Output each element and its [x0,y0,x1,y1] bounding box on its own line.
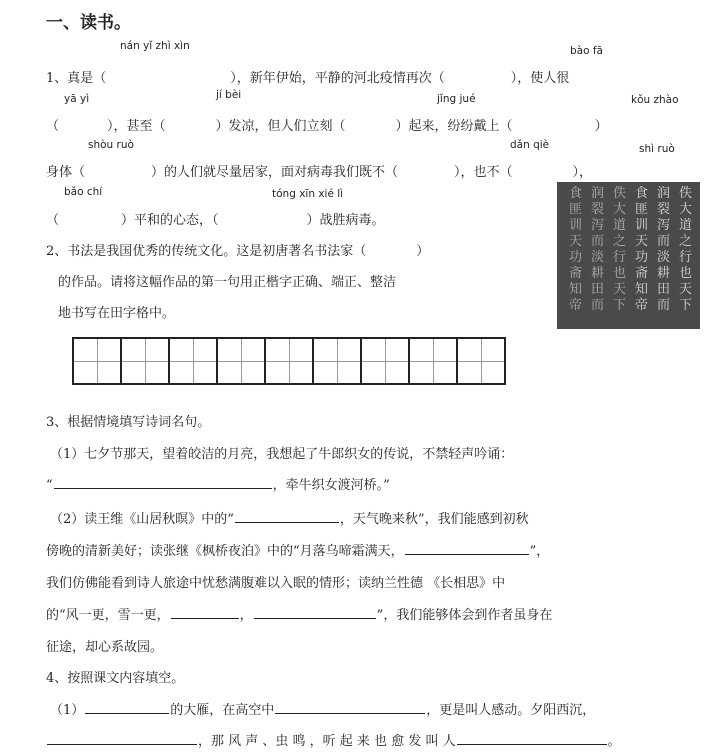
calligraphy-char: 耕 [591,266,605,281]
q1-line1-b: ），新年伊始，平静的河北疫情再次（ [230,71,445,86]
grid-cell[interactable] [312,337,362,385]
calligraphy-char: 道 [679,218,693,233]
q1-line3-c: ），也不（ [454,165,513,180]
answer-blank[interactable] [405,541,529,555]
calligraphy-char: 润 [657,186,671,201]
calligraphy-char: 道 [613,218,627,233]
calligraphy-char: 而 [657,234,671,249]
pinyin-1: nán yǐ zhì xìn [120,40,190,52]
pinyin-4: jí bèi [216,89,242,101]
q1-line3-d: ）， [572,165,593,180]
calligraphy-char: 田 [657,282,671,297]
answer-blank[interactable] [171,605,239,619]
q1-line2-a: （ [46,119,60,134]
calligraphy-char: 食 [635,186,649,201]
q1-line1-c: ），使人很 [510,71,570,86]
grid-cell[interactable] [216,337,266,385]
calligraphy-col-3 [635,186,651,314]
calligraphy-char: 行 [613,250,627,265]
grid-cell[interactable] [456,337,506,385]
calligraphy-char: 泻 [591,218,605,233]
q3-p2-line2-a: 傍晚的清新美好；读张继《枫桥夜泊》中的“月落乌啼霜满天， [46,544,404,559]
q4-line1-a: （1） [50,703,85,718]
calligraphy-char: 润 [591,186,605,201]
calligraphy-col-5 [591,186,607,314]
q2-line1-text: 2、书法是我国优秀的传统文化。这是初唐著名书法家（ [46,244,367,259]
q3-p2-line2-b: ”， [529,544,550,559]
calligraphy-char: 功 [635,250,649,265]
q1-line2 [46,115,608,134]
calligraphy-char: 下 [613,298,627,313]
pinyin-2: bào fā [570,45,603,57]
answer-blank[interactable] [254,605,376,619]
calligraphy-char: 功 [569,250,583,265]
calligraphy-char: 淡 [657,250,671,265]
calligraphy-char: 下 [679,298,693,313]
calligraphy-char: 天 [569,234,583,249]
q2-line3: 地书写在田字格中。 [58,306,176,321]
pinyin-8: dǎn qiè [510,139,550,151]
calligraphy-char: 行 [679,250,693,265]
q3-p2-line2 [46,540,549,559]
calligraphy-char: 而 [591,234,605,249]
grid-cell[interactable] [408,337,458,385]
calligraphy-char: 佚 [679,186,693,201]
calligraphy-char: 裂 [657,202,671,217]
quote-open: “ [46,478,53,493]
q3-p2-line1-a: （2）读王维《山居秋暝》中的“ [50,512,234,527]
grid-cell[interactable] [360,337,410,385]
calligraphy-char: 裂 [591,202,605,217]
q3-p2-line1 [50,508,529,527]
calligraphy-char: 而 [657,298,671,313]
q3-p1-line2 [46,474,390,493]
q3-p2-line3: 我们仿佛能看到诗人旅途中忧愁满腹难以入眠的情形；读纳兰性德 《长相思》中 [46,576,506,591]
section-title: 一、读书。 [46,13,131,33]
calligraphy-char: 淡 [591,250,605,265]
calligraphy-char: 泻 [657,218,671,233]
q3-p1-line2-end: ，牵牛织女渡河桥。” [272,478,390,493]
calligraphy-char: 训 [635,218,649,233]
answer-blank[interactable] [457,731,607,745]
q3-p2-line5: 征途，却心系故园。 [46,640,164,655]
calligraphy-image [557,182,700,329]
q3-p2-line4-b: ， [239,608,253,623]
calligraphy-char: 大 [679,202,693,217]
answer-blank[interactable] [235,509,339,523]
calligraphy-char: 之 [679,234,693,249]
q2-line1 [46,240,429,259]
q4-line2-b: 。 [607,734,621,749]
tianzige-grid [74,337,506,385]
q1-line2-d: ）起来，纷纷戴上（ [395,119,513,134]
q2-line1-end: ） [416,244,430,259]
q4-line1 [50,699,595,718]
calligraphy-char: 知 [635,282,649,297]
grid-cell[interactable] [264,337,314,385]
calligraphy-char: 耕 [657,266,671,281]
calligraphy-char: 帝 [569,298,583,313]
calligraphy-char: 也 [613,266,627,281]
calligraphy-char: 斋 [635,266,649,281]
q4-line1-c: ，更是叫人感动。夕阳西沉， [426,703,596,718]
pinyin-11: tóng xīn xié lì [272,188,344,200]
answer-blank[interactable] [275,700,425,714]
answer-blank[interactable] [47,731,197,745]
calligraphy-col-6 [569,186,585,314]
pinyin-5: jǐng jué [437,93,476,105]
grid-cell[interactable] [72,337,122,385]
pinyin-6: kǒu zhào [631,94,679,106]
calligraphy-char: 天 [635,234,649,249]
calligraphy-char: 之 [613,234,627,249]
q1-line2-c: ）发凉，但人们立刻（ [215,119,346,134]
answer-blank[interactable] [85,700,169,714]
calligraphy-char: 佚 [613,186,627,201]
q1-line4-a: （ [46,213,60,228]
q3-p2-line4 [46,604,552,623]
q3-p2-line4-a: 的“风一更，雪一更， [46,608,170,623]
q1-line1-a: 1、真是（ [46,71,107,86]
q4-line2-a: ，那 风 声 、虫 鸣 ，听 起 来 也 愈 发 叫 人 [198,734,456,749]
q2-line2: 的作品。请将这幅作品的第一句用正楷字正确、端正、整洁 [58,275,397,290]
answer-blank[interactable] [54,475,272,489]
grid-cell[interactable] [168,337,218,385]
q1-line4 [46,209,385,228]
calligraphy-col-2 [657,186,673,314]
calligraphy-char: 匪 [635,202,649,217]
calligraphy-char: 斋 [569,266,583,281]
q1-line4-c: ）战胜病毒。 [306,213,385,228]
q1-line3-a: 身体（ [46,165,86,180]
calligraphy-char: 匪 [569,202,583,217]
calligraphy-char: 也 [679,266,693,281]
calligraphy-char: 大 [613,202,627,217]
q4-line2 [46,730,621,749]
calligraphy-char: 训 [569,218,583,233]
q3-heading: 3、根据情境填写诗词名句。 [46,415,211,430]
calligraphy-char: 知 [569,282,583,297]
pinyin-10: bǎo chí [64,186,103,198]
calligraphy-char: 田 [591,282,605,297]
calligraphy-char: 天 [679,282,693,297]
q1-line4-b: ）平和的心态，（ [121,213,219,228]
q1-line1 [46,67,569,86]
q3-p2-line1-b: ，天气晚来秋”，我们能感到初秋 [339,512,529,527]
q4-line1-b: 的大雁，在高空中 [170,703,275,718]
q3-p1-line1: （1）七夕节那天，望着皎洁的月亮，我想起了牛郎织女的传说，不禁轻声吟诵： [50,447,514,462]
q3-p2-line4-c: ”，我们能够体会到作者虽身在 [376,608,553,623]
calligraphy-char: 而 [591,298,605,313]
calligraphy-col-4 [613,186,629,314]
pinyin-9: shì ruò [639,143,675,155]
calligraphy-char: 食 [569,186,583,201]
grid-cell[interactable] [120,337,170,385]
pinyin-3: yā yì [64,93,90,105]
calligraphy-char: 帝 [635,298,649,313]
q1-line3 [46,161,592,180]
pinyin-7: shòu ruò [88,139,134,151]
calligraphy-char: 天 [613,282,627,297]
calligraphy-col-1 [679,186,695,314]
q1-line2-e: ） [594,119,608,134]
q1-line3-b: ）的人们就尽量居家，面对病毒我们既不（ [151,165,399,180]
q1-line2-b: ），甚至（ [107,119,166,134]
q4-heading: 4、按照课文内容填空。 [46,671,185,686]
